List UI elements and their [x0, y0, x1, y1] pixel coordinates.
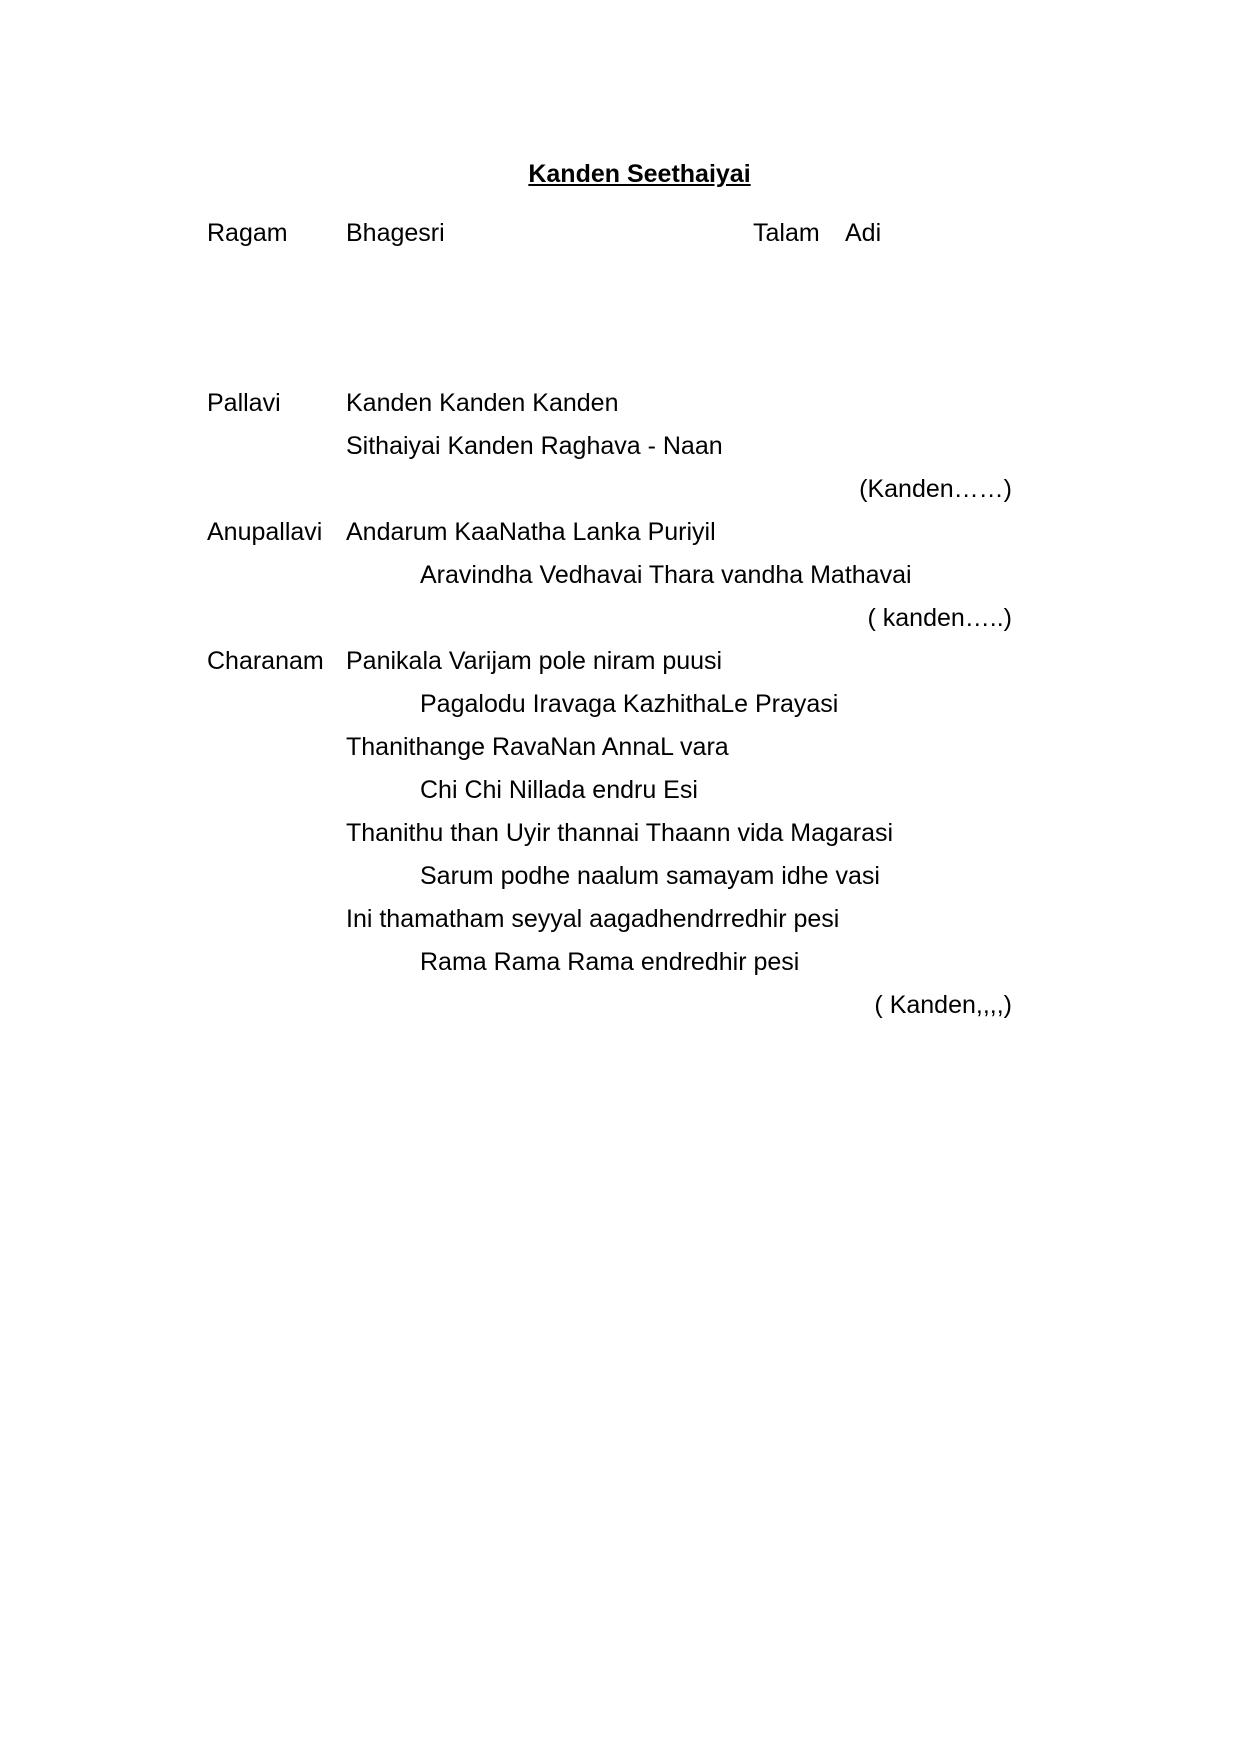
anupallavi-label: Anupallavi: [207, 518, 323, 546]
pallavi-refrain: (Kanden……): [859, 475, 1012, 503]
charanam-line: Chi Chi Nillada endru Esi: [420, 776, 698, 804]
anupallavi-line: Aravindha Vedhavai Thara vandha Mathavai: [420, 561, 912, 589]
ragam-label: Ragam: [207, 219, 288, 247]
charanam-line: Sarum podhe naalum samayam idhe vasi: [420, 862, 880, 890]
charanam-label: Charanam: [207, 647, 324, 675]
pallavi-line: Sithaiyai Kanden Raghava - Naan: [346, 432, 723, 460]
anupallavi-refrain: ( kanden…..): [867, 604, 1012, 632]
talam-value: Adi: [845, 219, 882, 247]
talam-label: Talam: [753, 219, 820, 247]
ragam-value: Bhagesri: [346, 219, 445, 247]
charanam-refrain: ( Kanden,,,,): [874, 991, 1012, 1019]
pallavi-label: Pallavi: [207, 389, 281, 417]
charanam-line: Thanithu than Uyir thannai Thaann vida Magarasi: [346, 819, 894, 847]
song-title: Kanden Seethaiyai: [528, 160, 751, 188]
anupallavi-line: Andarum KaaNatha Lanka Puriyil: [346, 518, 716, 546]
pallavi-line: Kanden Kanden Kanden: [346, 389, 619, 417]
charanam-line: Panikala Varijam pole niram puusi: [346, 647, 723, 675]
charanam-line: Thanithange RavaNan AnnaL vara: [346, 733, 729, 761]
charanam-line: Ini thamatham seyyal aagadhendrredhir pesi: [346, 905, 840, 933]
charanam-line: Pagalodu Iravaga KazhithaLe Prayasi: [420, 690, 839, 718]
charanam-line: Rama Rama Rama endredhir pesi: [420, 948, 800, 976]
